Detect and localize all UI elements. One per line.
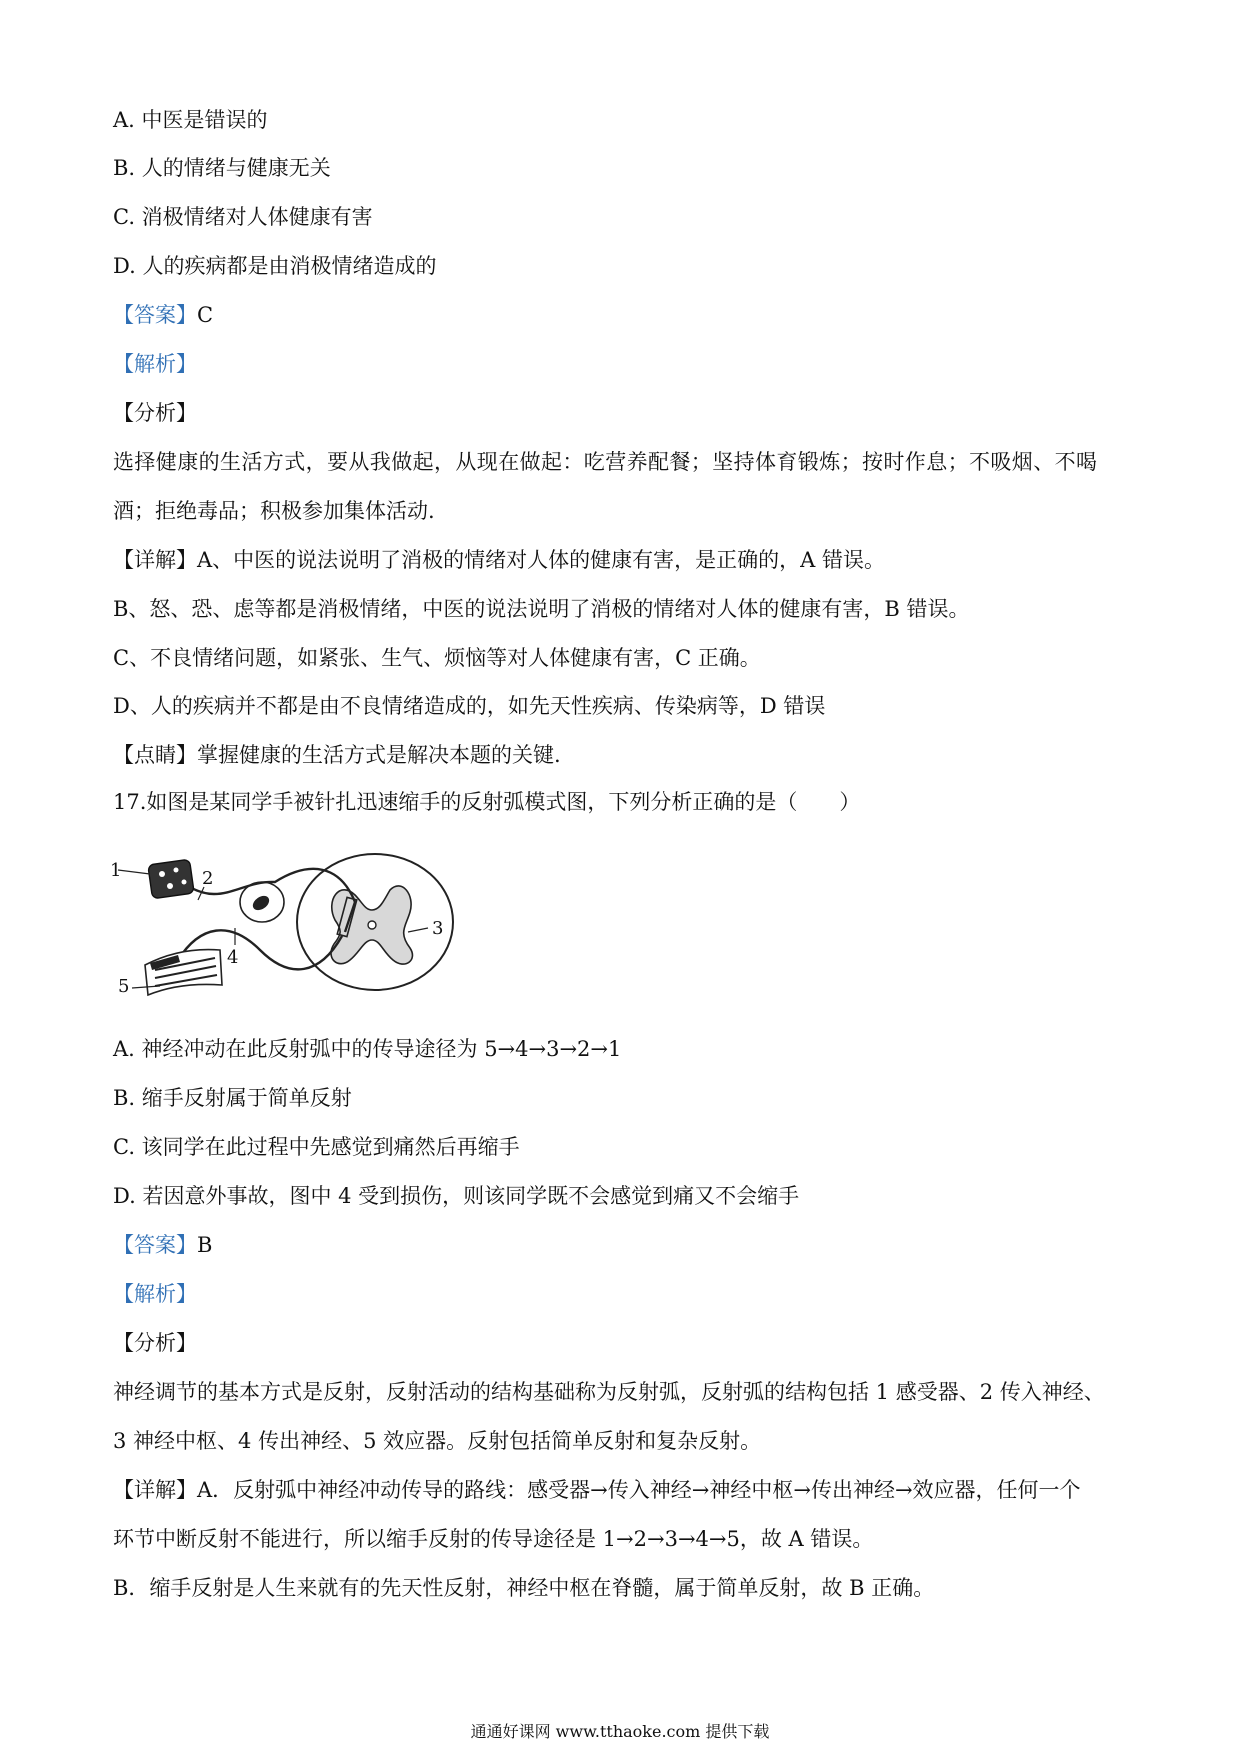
q16-option-a: A. 中医是错误的 (113, 108, 268, 132)
figure-label-2: 2 (202, 868, 214, 889)
answer-value: C (197, 303, 214, 327)
q17-option-b: B. 缩手反射属于简单反射 (113, 1086, 352, 1110)
figure-label-4: 4 (227, 947, 239, 968)
q17-detail-line-3: B．缩手反射是人生来就有的先天性反射，神经中枢在脊髓，属于简单反射，故 B 正确。 (113, 1576, 935, 1600)
q16-detail-line-4: D、人的疾病并不都是由不良情绪造成的，如先天性疾病、传染病等，D 错误 (113, 694, 826, 718)
q16-detail-line-2: B、怒、恐、虑等都是消极情绪，中医的说法说明了消极的情绪对人体的健康有害，B 错误。 (113, 597, 970, 621)
answer-value: B (197, 1233, 213, 1257)
q16-jiexi-heading: 【解析】 (113, 352, 197, 376)
q17-jiexi-heading: 【解析】 (113, 1282, 197, 1306)
figure-label-5: 5 (118, 976, 130, 997)
reflex-arc-figure (110, 840, 490, 1009)
q17-answer (113, 1231, 212, 1259)
q17-option-c: C. 该同学在此过程中先感觉到痛然后再缩手 (113, 1135, 520, 1159)
q16-detail-line-3: C、不良情绪问题，如紧张、生气、烦恼等对人体健康有害，C 正确。 (113, 646, 761, 670)
q17-option-d: D. 若因意外事故，图中 4 受到损伤，则该同学既不会感觉到痛又不会缩手 (113, 1184, 800, 1208)
q17-option-a: A. 神经冲动在此反射弧中的传导途径为 5→4→3→2→1 (113, 1037, 622, 1061)
q17-fenxi-heading: 【分析】 (113, 1331, 197, 1355)
q17-fenxi-line-1: 神经调节的基本方式是反射，反射活动的结构基础称为反射弧，反射弧的结构包括 1 感受器、2 传入神经、 (113, 1380, 1105, 1404)
figure-label-1: 1 (110, 860, 122, 881)
q16-option-d: D. 人的疾病都是由消极情绪造成的 (113, 254, 437, 278)
q16-fenxi-line-1: 选择健康的生活方式，要从我做起，从现在做起：吃营养配餐；坚持体育锻炼；按时作息；不吸烟、不喝 (113, 450, 1098, 474)
q16-option-c: C. 消极情绪对人体健康有害 (113, 205, 373, 229)
answer-tag: 【答案】 (113, 303, 197, 327)
q16-answer (113, 301, 213, 329)
page-footer: 通通好课网 www.tthaoke.com 提供下载 (470, 1722, 770, 1741)
q17-fenxi-line-2: 3 神经中枢、4 传出神经、5 效应器。反射包括简单反射和复杂反射。 (113, 1429, 762, 1453)
q16-option-b: B. 人的情绪与健康无关 (113, 156, 331, 180)
q17-detail-line-2: 环节中断反射不能进行，所以缩手反射的传导途径是 1→2→3→4→5，故 A 错误。 (113, 1527, 874, 1551)
q17-stem: 17.如图是某同学手被针扎迅速缩手的反射弧模式图，下列分析正确的是（ ） (113, 790, 861, 814)
q16-detail-line-1: 【详解】A、中医的说法说明了消极的情绪对人体的健康有害，是正确的，A 错误。 (113, 548, 886, 572)
q16-fenxi-heading: 【分析】 (113, 401, 197, 425)
answer-tag: 【答案】 (113, 1233, 197, 1257)
q16-fenxi-line-2: 酒；拒绝毒品；积极参加集体活动. (113, 499, 435, 523)
figure-label-3: 3 (432, 918, 444, 939)
reflex-arc-diagram (110, 840, 490, 1005)
q17-detail-line-1: 【详解】A．反射弧中神经冲动传导的路线：感受器→传入神经→神经中枢→传出神经→效应器，任何一个 (113, 1478, 1081, 1502)
q16-dianjing: 【点睛】掌握健康的生活方式是解决本题的关键. (113, 743, 561, 767)
